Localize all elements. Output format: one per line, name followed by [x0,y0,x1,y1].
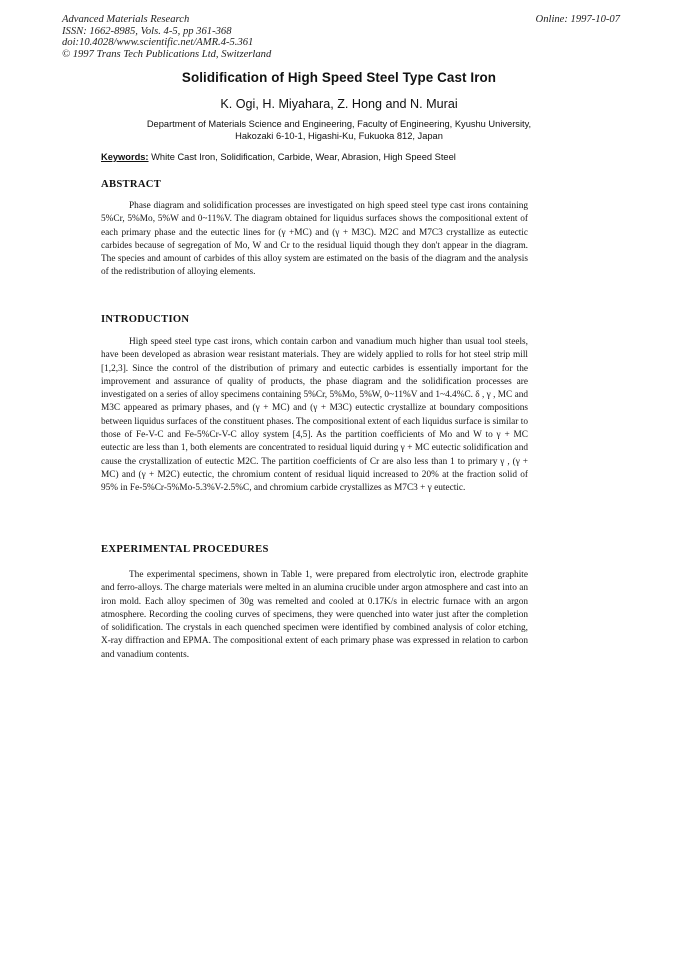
doi-link[interactable]: doi:10.4028/www.scientific.net/AMR.4-5.361 [62,37,254,49]
abstract-heading: ABSTRACT [101,179,162,190]
author-affiliation [100,118,578,143]
keywords-label: Keywords: [101,152,149,162]
affiliation-address: Hakozaki 6-10-1, Higashi-Ku, Fukuoka 812, Japan [235,131,443,142]
journal-header [62,14,402,60]
introduction-heading: INTRODUCTION [101,314,190,325]
issn-line: ISSN: 1662-8985, Vols. 4-5, pp 361-368 [62,25,232,37]
copyright-line: © 1997 Trans Tech Publications Ltd, Switzerland [62,48,272,60]
experimental-paragraph: The experimental specimens, shown in Table 1, were prepared from electrolytic iron, electrode graphite and ferro-alloys. The charge materials were melted in an alumina crucible under argon atmosphere and cast into an iron mold. Each alloy specimen of 30g was remelted and cooled at 0.17K/s in electric furnace with an argon atmosphere. Recording the cooling curves of specimens, they were quenched into water just after the completion of solidification. The crystals in each quenched specimen were identified by combined analysis of color etching, X-ray diffraction and EPMA. The compositional extent of each primary phase was expressed in relation to carbon and vanadium contents. [101,570,528,660]
keywords-list: White Cast Iron, Solidification, Carbide, Wear, Abrasion, High Speed Steel [151,152,456,162]
paper-title: Solidification of High Speed Steel Type Cast Iron [181,70,497,85]
experimental-heading: EXPERIMENTAL PROCEDURES [101,544,269,555]
keywords-line [101,152,456,162]
journal-name: Advanced Materials Research [62,14,190,25]
online-date: Online: 1997-10-07 [535,14,620,25]
affiliation-line: Department of Materials Science and Engineering, Faculty of Engineering, Kyushu University, [146,119,532,129]
abstract-paragraph: Phase diagram and solidification processes are investigated on high speed steel type cast irons containing 5%Cr, 5%Mo, 5%W and 0~11%V. The diagram obtained for liquidus surfaces shows the compositional extent of each primary phase and the eutectic lines for (γ +MC) and (γ + M3C). M2C and M7C3 crystallize as eutectic carbides because of segregation of Mo, W and Cr to the residual liquid though they don't appear in the diagram. The species and amount of carbides of this alloy system are estimated on the basis of the diagram and the analysis of the redistribution of alloying elements. [101,201,528,278]
introduction-paragraph: High speed steel type cast irons, which contain carbon and vanadium much higher than usual tool steels, have been developed as abrasion wear resistant materials. They are widely applied to rolls for hot steel strip mill [1,2,3]. Since the control of the distribution of primary and eutectic carbides is essentially important for the improvement and assurance of quality of products, the phase diagram and the solidification processes are investigated on a series of alloy specimens containing 5%Cr, 5%Mo, 5%W, 0~11%V and 1~4.4%C. δ , γ , MC and M3C appeared as primary phases, and (γ + MC) and (γ + M3C) eutectic crystallize at boundary compositions between liquidus surfaces of the constituent phases. The compositional extent of each liquidus surface is similar to those of Fe-V-C and Fe-5%Cr-V-C alloy system [4,5]. As the partition coefficients of Mo and W to γ + MC eutectic are less than 1, both elements are concentrated to residual liquid during γ + MC eutectic solidification and cause the crystallization of eutectic M2C. The partition coefficients of Cr are also less than 1 to primary γ , (γ + MC) and (γ + M2C) eutectic, the chromium content of residual liquid increased to 20% at the fraction solid of 95% in Fe-5%Cr-5%Mo-5.3%V-2.5%C, and chromium carbide crystallizes as M7C3 + γ eutectic. [101,337,528,494]
paper-authors: K. Ogi, H. Miyahara, Z. Hong and N. Murai [220,97,458,111]
